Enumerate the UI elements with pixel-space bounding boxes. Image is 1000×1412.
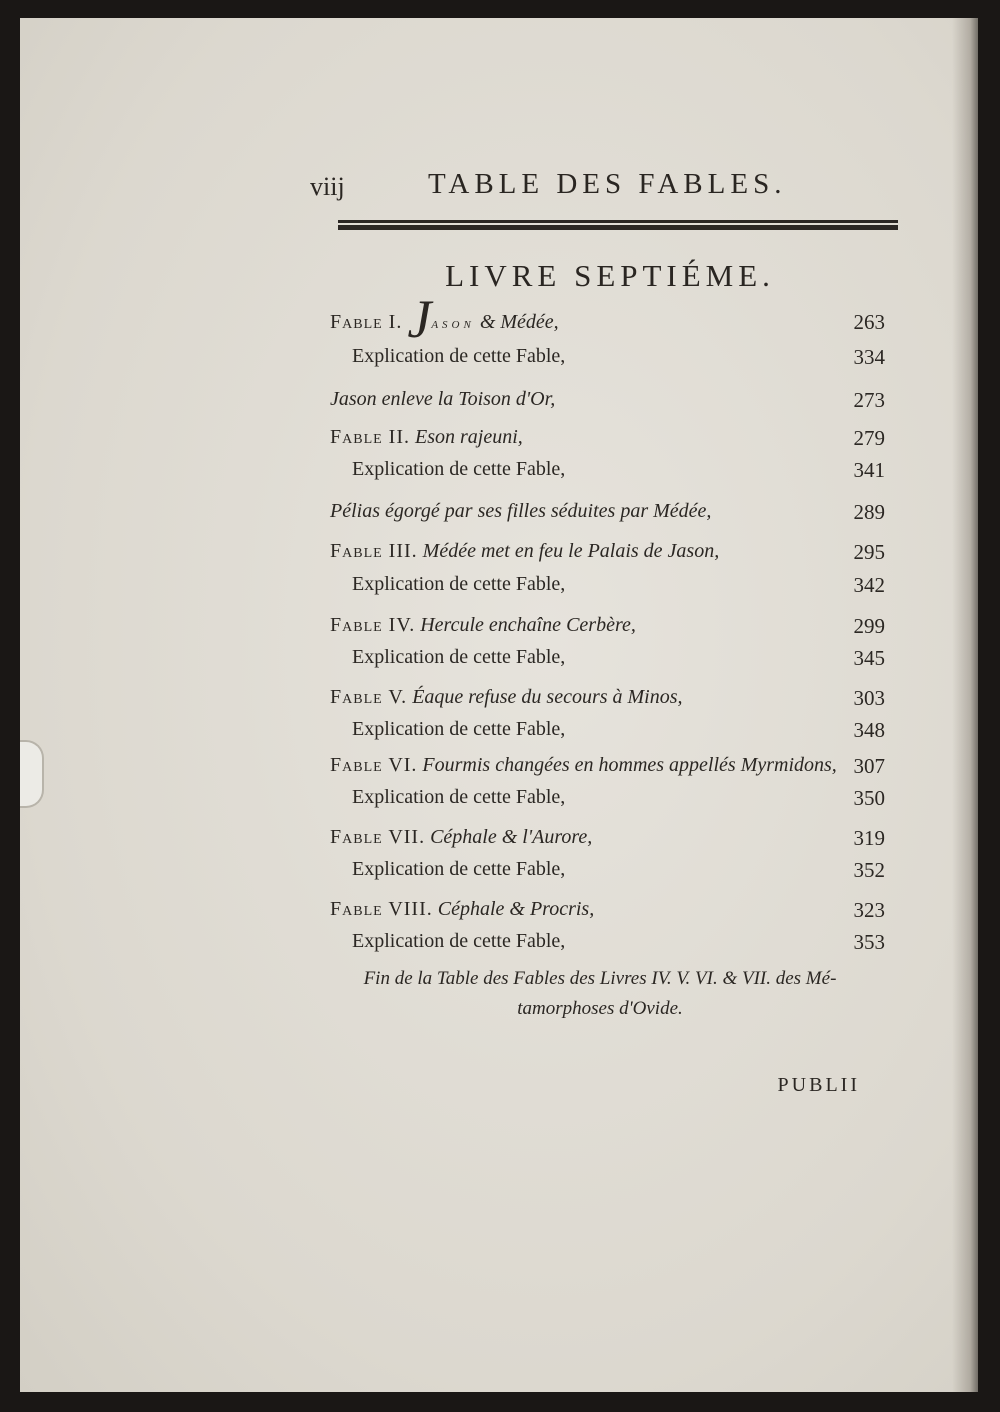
fable-title: Pélias égorgé par ses filles séduites par Médée, bbox=[330, 500, 712, 522]
page-number: 348 bbox=[853, 718, 885, 742]
fable-label: Fable II. bbox=[330, 426, 410, 448]
toc-entry bbox=[330, 858, 885, 888]
toc-entry bbox=[330, 930, 885, 960]
explication-text: Explication de cette Fable, bbox=[352, 573, 566, 595]
page-number: 342 bbox=[853, 573, 885, 597]
page-number: 341 bbox=[853, 458, 885, 482]
toc-entry bbox=[330, 500, 885, 530]
explication-text: Explication de cette Fable, bbox=[352, 646, 566, 668]
page-number: 345 bbox=[853, 646, 885, 670]
toc-entry bbox=[330, 573, 885, 603]
page-folio: viij bbox=[310, 172, 345, 201]
header-rule-thick bbox=[338, 225, 898, 230]
toc-entry bbox=[330, 614, 885, 644]
page-number: 353 bbox=[853, 930, 885, 954]
page-number: 263 bbox=[853, 310, 885, 334]
page-number: 350 bbox=[853, 786, 885, 810]
page-number: 352 bbox=[853, 858, 885, 882]
fable-label: Fable VI. bbox=[330, 754, 418, 776]
toc-entry bbox=[330, 458, 885, 488]
page-gutter-shadow bbox=[952, 18, 978, 1392]
fable-title-tail: & Médée, bbox=[474, 311, 559, 333]
toc-entry bbox=[330, 754, 885, 784]
explication-text: Explication de cette Fable, bbox=[352, 718, 566, 740]
page-number: 303 bbox=[853, 686, 885, 710]
fable-title: Hercule enchaîne Cerbère, bbox=[420, 614, 636, 636]
book-page bbox=[20, 18, 978, 1392]
fable-title: Éaque refuse du secours à Minos, bbox=[412, 686, 683, 708]
closing-note-line-1: Fin de la Table des Fables des Livres IV. V. VI. & VII. des Mé- bbox=[363, 968, 837, 989]
header-rule-thin bbox=[338, 220, 898, 223]
fable-title: Céphale & l'Aurore, bbox=[430, 826, 593, 848]
fable-title-rest: ason bbox=[431, 316, 475, 332]
explication-text: Explication de cette Fable, bbox=[352, 786, 566, 808]
fable-title: Eson rajeuni, bbox=[415, 426, 523, 448]
page-number: 334 bbox=[853, 345, 885, 369]
closing-note bbox=[320, 964, 880, 1024]
page-number: 299 bbox=[853, 614, 885, 638]
page-number: 307 bbox=[853, 754, 885, 778]
fable-title: Jason enleve la Toison d'Or, bbox=[330, 388, 556, 410]
page-tab-marker bbox=[20, 740, 44, 808]
fable-label: Fable V. bbox=[330, 686, 408, 708]
book-title: LIVRE SEPTIÉME. bbox=[445, 258, 775, 293]
toc-entry bbox=[330, 826, 885, 856]
toc-entry bbox=[330, 646, 885, 676]
explication-text: Explication de cette Fable, bbox=[352, 458, 566, 480]
toc-entry bbox=[330, 540, 885, 570]
explication-text: Explication de cette Fable, bbox=[352, 345, 566, 367]
fable-title: Médée met en feu le Palais de Jason, bbox=[422, 540, 720, 562]
fable-title: Fourmis changées en hommes appellés Myrmidons, bbox=[422, 754, 837, 776]
page-number: 295 bbox=[853, 540, 885, 564]
catchword: PUBLII bbox=[777, 1074, 860, 1096]
page-number: 279 bbox=[853, 426, 885, 450]
page-number: 289 bbox=[853, 500, 885, 524]
toc-entry bbox=[330, 718, 885, 748]
toc-entry bbox=[330, 345, 885, 375]
toc-entry bbox=[330, 786, 885, 816]
toc-entry bbox=[330, 388, 885, 418]
running-title: TABLE DES FABLES. bbox=[428, 168, 787, 200]
explication-text: Explication de cette Fable, bbox=[352, 930, 566, 952]
explication-text: Explication de cette Fable, bbox=[352, 858, 566, 880]
fable-label: Fable VII. bbox=[330, 826, 426, 848]
fable-label: Fable III. bbox=[330, 540, 418, 562]
fable-label: Fable I. bbox=[330, 311, 403, 333]
closing-note-line-2: tamorphoses d'Ovide. bbox=[517, 998, 683, 1019]
toc-entry bbox=[330, 289, 885, 349]
fable-title: Céphale & Procris, bbox=[437, 898, 595, 920]
page-number: 323 bbox=[853, 898, 885, 922]
page-number: 273 bbox=[853, 388, 885, 412]
toc-entry bbox=[330, 898, 885, 928]
fable-label: Fable VIII. bbox=[330, 898, 433, 920]
fable-label: Fable IV. bbox=[330, 614, 416, 636]
page-number: 319 bbox=[853, 826, 885, 850]
toc-entry bbox=[330, 426, 885, 456]
toc-entry bbox=[330, 686, 885, 716]
drop-initial: J bbox=[407, 289, 432, 349]
